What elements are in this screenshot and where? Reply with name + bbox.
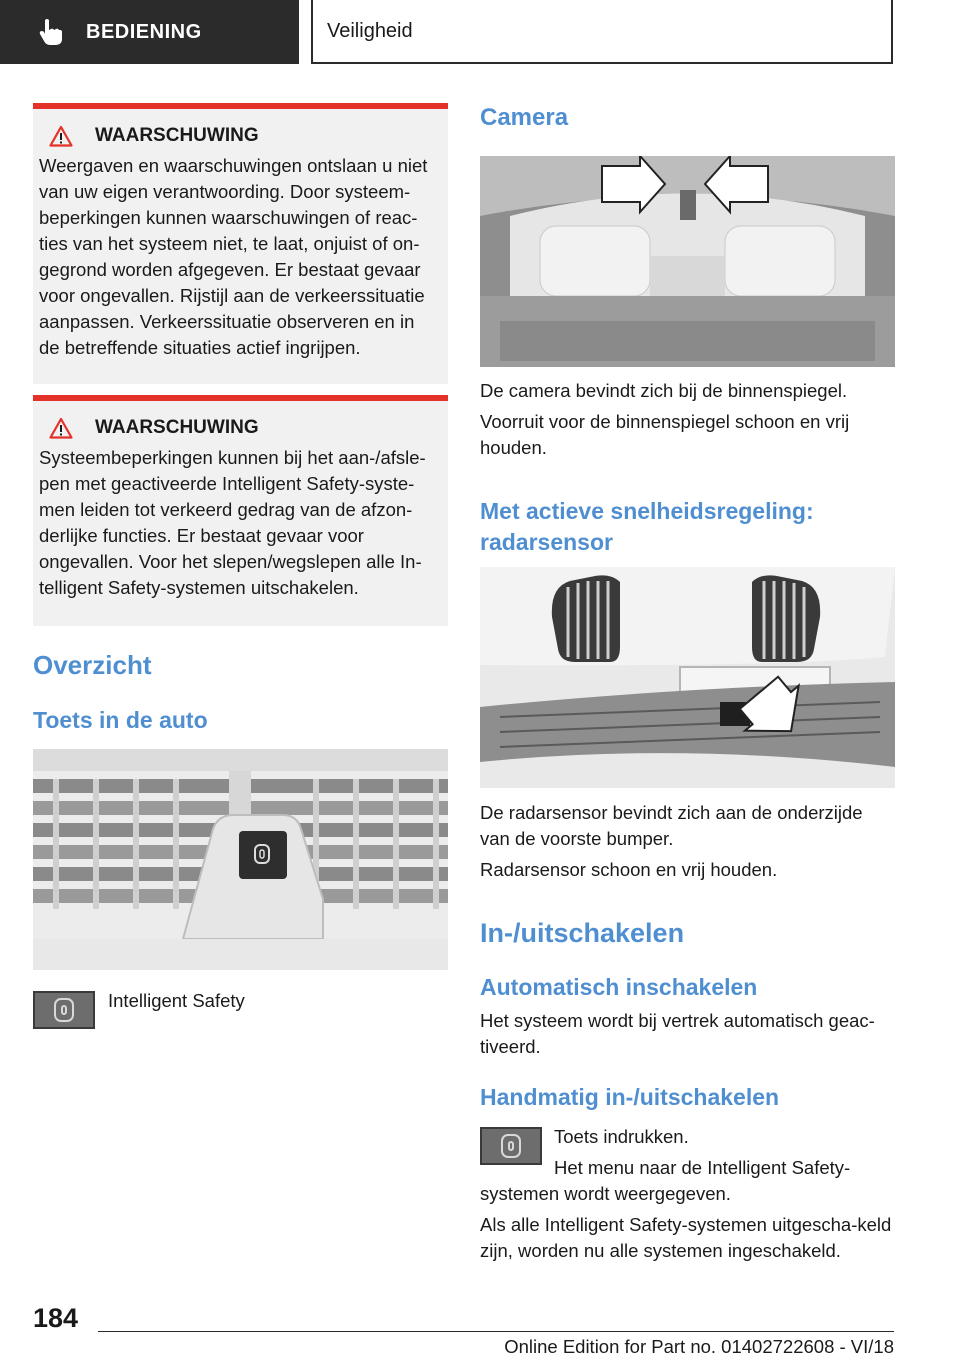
button-in-car-image (33, 749, 448, 970)
button-label: Intelligent Safety (108, 990, 245, 1011)
intelligent-safety-button-icon (33, 991, 95, 1029)
inuit-heading: In-/uitschakelen (480, 918, 685, 948)
hand-pointer-icon (38, 18, 64, 46)
warning-title: WAARSCHUWING (95, 125, 259, 146)
manual-text-1: Toets indrukken. (554, 1126, 689, 1147)
camera-text-1: De camera bevindt zich bij de binnenspiegel. (480, 380, 848, 401)
section-tab (311, 0, 893, 64)
intelligent-safety-button-icon (480, 1127, 542, 1165)
warning-title: WAARSCHUWING (95, 417, 259, 438)
camera-heading: Camera (480, 104, 569, 131)
footer-divider (98, 1331, 894, 1332)
warning-text: Weergaven en waarschuwingen ontslaan u niet van uw eigen verantwoording. Door systeem-beperkingen kunnen waarschuwingen of reac-ties van het systeem niet, te laat, onjuist of on-gegrond worden afgegeven. Er bestaat gevaar voor ongevallen. Rijstijl aan de verkeerssituatie aanpassen. Verkeerssituatie observeren en in de betreffende situaties actief ingrijpen. (39, 155, 428, 358)
manual-heading: Handmatig in-/uitschakelen (480, 1084, 780, 1110)
radar-heading: Met actieve snelheidsregeling: radarsensor (480, 498, 814, 555)
chapter-tab (0, 0, 299, 64)
section-title: Veiligheid (327, 19, 413, 42)
manual-text-2b: systemen wordt weergegeven. (480, 1183, 731, 1204)
manual-text-2a: Het menu naar de Intelligent Safety- (554, 1157, 851, 1178)
auto-text: Het systeem wordt bij vertrek automatisch geac-tiveerd. (480, 1010, 875, 1057)
chapter-title: BEDIENING (86, 20, 202, 43)
manual-text-3: Als alle Intelligent Safety-systemen uitgescha-keld zijn, worden nu alle systemen ingeschakeld. (480, 1214, 892, 1261)
warning-triangle-icon (49, 125, 73, 147)
toets-heading: Toets in de auto (33, 707, 208, 733)
radar-sensor-image (480, 567, 895, 788)
camera-image (480, 156, 895, 367)
warning-box-2 (33, 395, 448, 626)
radar-text-2: Radarsensor schoon en vrij houden. (480, 859, 778, 880)
radar-text-1: De radarsensor bevindt zich aan de onderzijde van de voorste bumper. (480, 802, 863, 849)
edition-text: Online Edition for Part no. 01402722608 - VI/18 (504, 1336, 894, 1357)
overzicht-heading: Overzicht (33, 650, 152, 680)
auto-heading: Automatisch inschakelen (480, 974, 758, 1000)
warning-text: Systeembeperkingen kunnen bij het aan-/afsle-pen met geactiveerde Intelligent Safety-syste-men leiden tot verkeerd gedrag van de afzon-derlijke functies. Er bestaat gevaar voor ongevallen. Voor het slepen/wegslepen alle In-telligent Safety-systemen uitschakelen. (39, 447, 426, 598)
warning-triangle-icon (49, 417, 73, 439)
warning-box-1 (33, 103, 448, 384)
page-number: 184 (33, 1303, 79, 1333)
camera-text-2: Voorruit voor de binnenspiegel schoon en vrij houden. (480, 411, 850, 458)
